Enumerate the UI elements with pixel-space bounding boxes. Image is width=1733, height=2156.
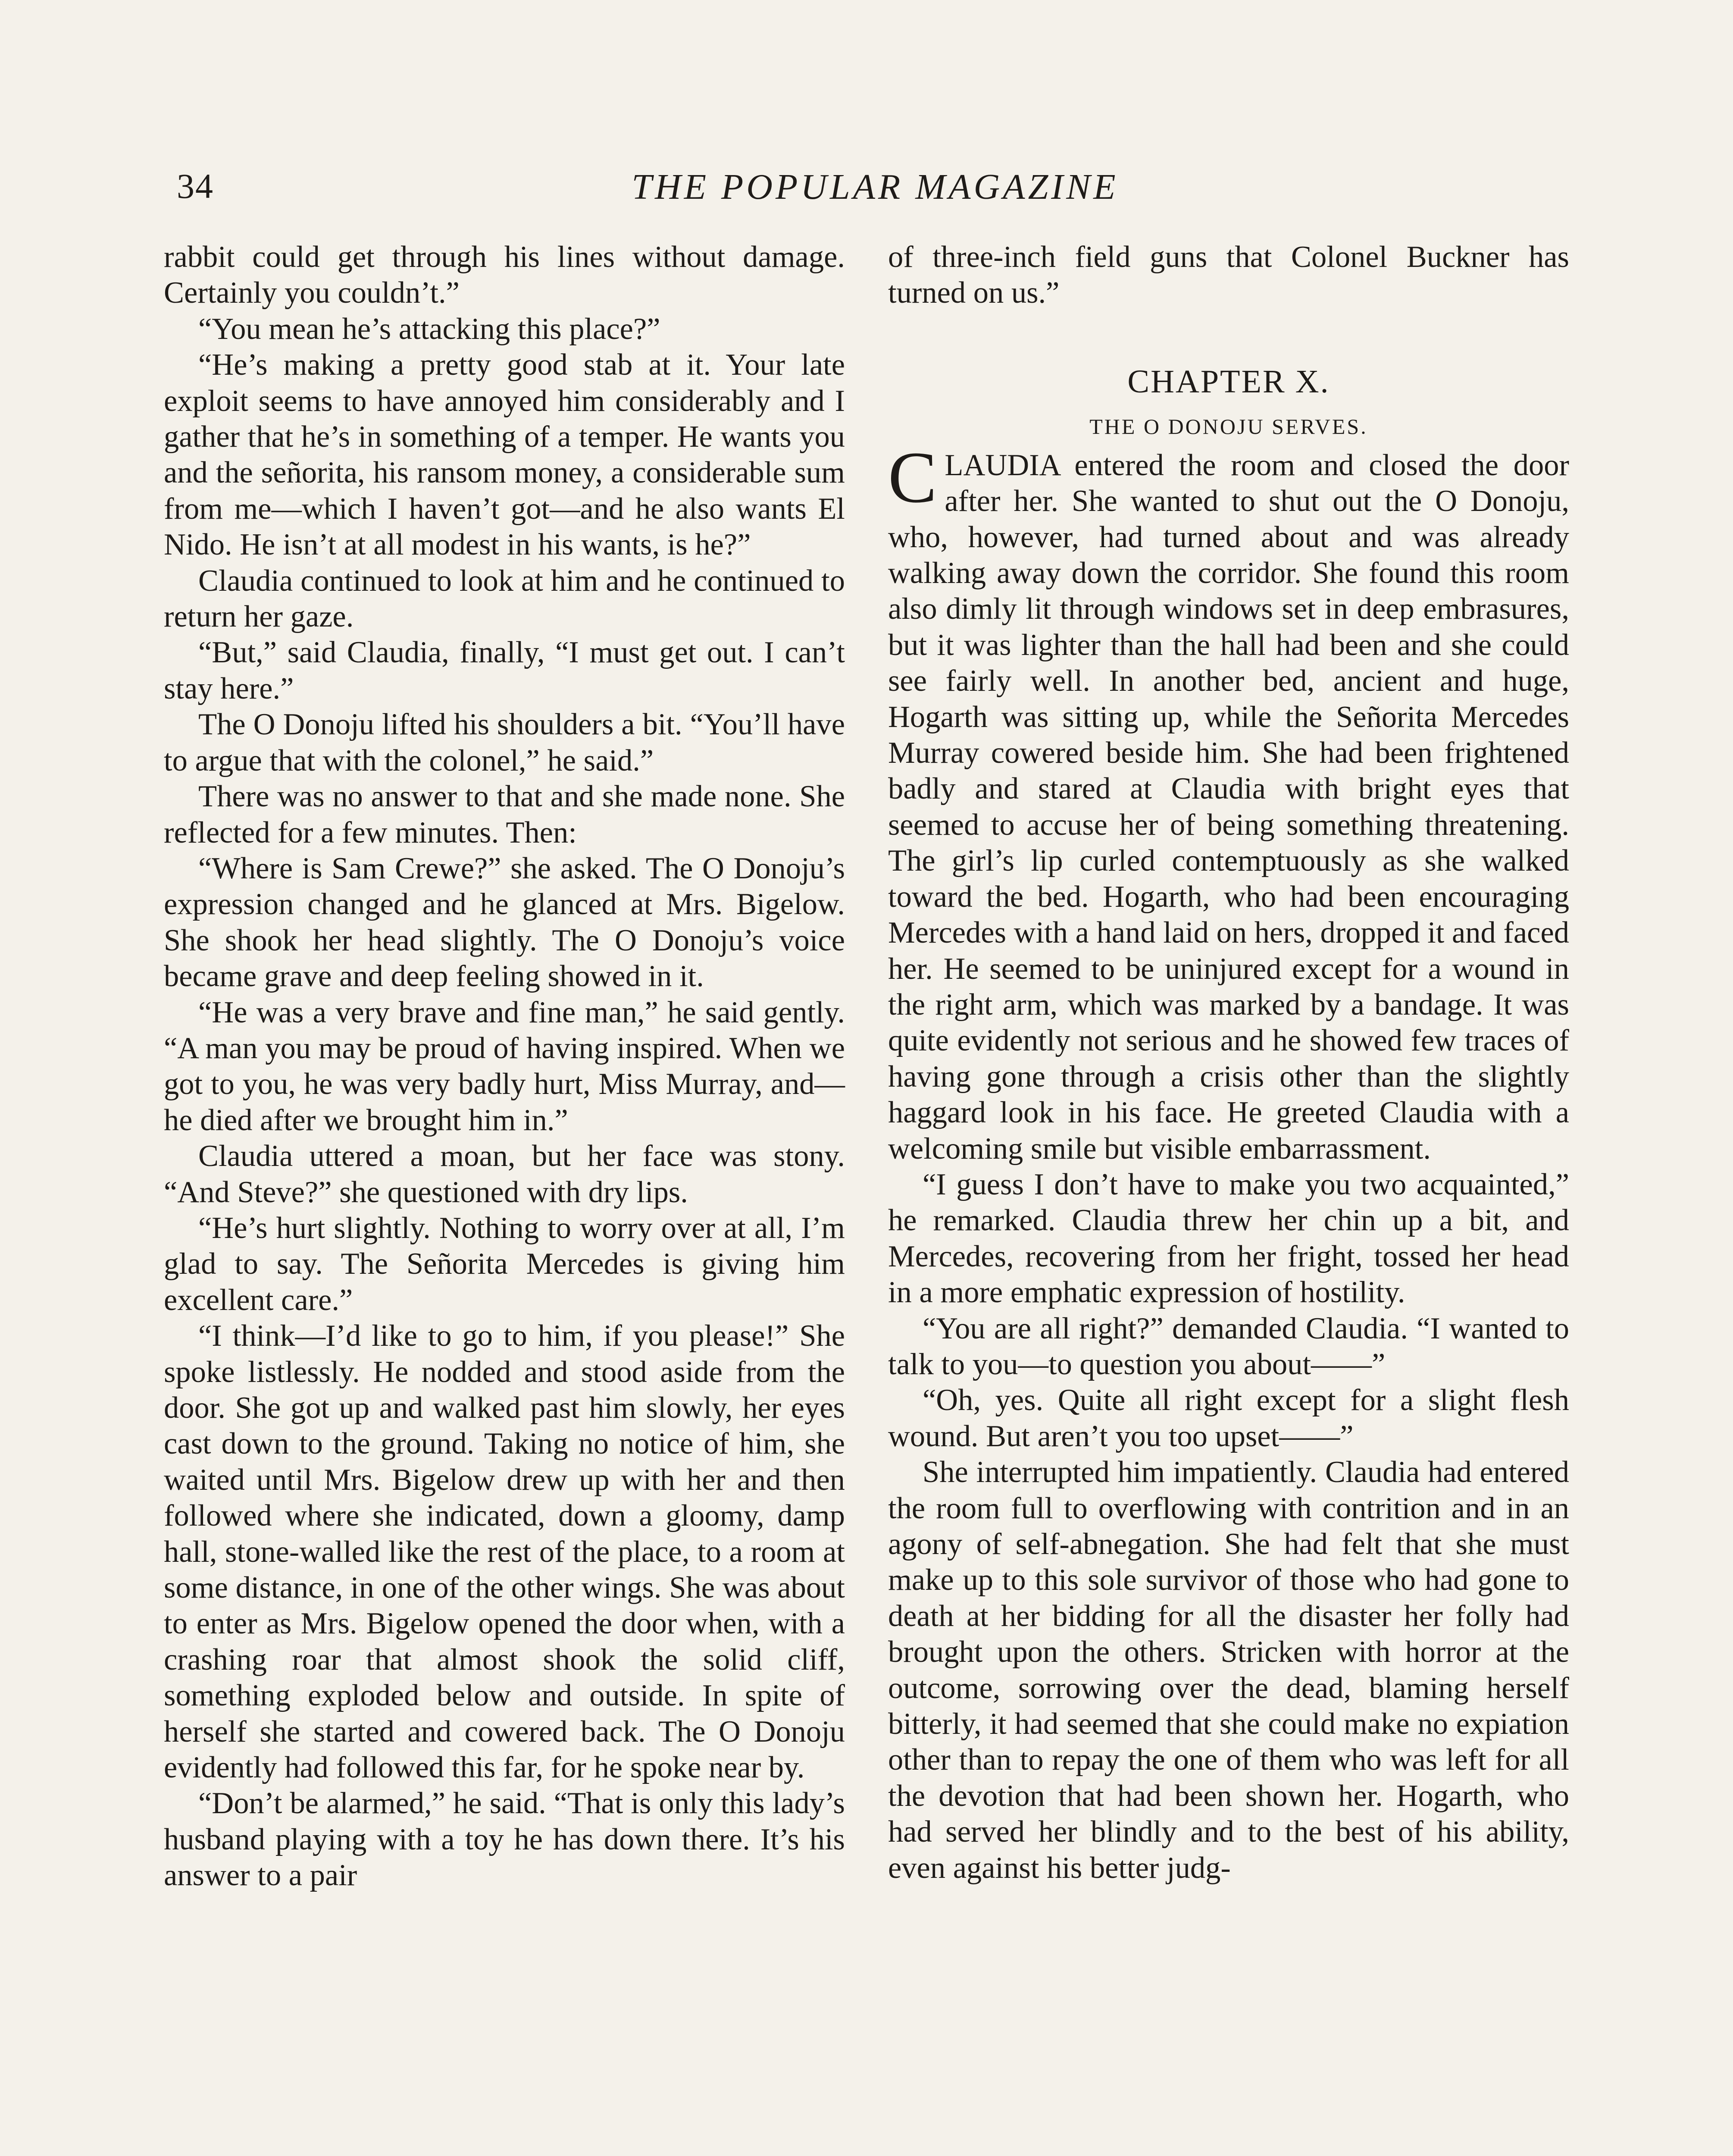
paragraph: “Oh, yes. Quite all right except for a slight flesh wound. But aren’t you too upset——” bbox=[888, 1383, 1569, 1453]
paragraph: “You mean he’s attacking this place?” bbox=[198, 312, 660, 346]
paragraph-text: LAUDIA entered the room and closed the door after her. She wanted to shut out the O Donoju, who, however, had turned about and was already walking away down the corridor. She found this room also dimly lit through windows set in deep embrasures, but it was lighter than the hall had been and she could see fairly well. In another bed, ancient and huge, Hogarth was sitting up, while the Señorita Mercedes Murray cowered beside him. She had been frightened badly and stared at Claudia with bright eyes that seemed to accuse her of being something threatening. The girl’s lip curled contemptuously as she walked toward the bed. Hogarth, who had been encouraging Mercedes with a hand laid on hers, dropped it and faced her. He seemed to be uninjured except for a wound in the right arm, which was marked by a bandage. It was quite evidently not serious and he showed few traces of having gone through a crisis other than the slightly haggard look in his face. He greeted Claudia with a welcoming smile but visible embarrassment. bbox=[888, 448, 1569, 1166]
paragraph: “He’s making a pretty good stab at it. Your late exploit seems to have annoyed him considerably and I gather that he’s in something of a temper. He wants you and the señorita, his ransom money, a considerable sum from me—which I haven’t got—and he also wants El Nido. He isn’t at all modest in his wants, is he?” bbox=[164, 348, 845, 562]
paragraph: rabbit could get through his lines without damage. Certainly you couldn’t.” bbox=[164, 240, 845, 310]
page-number: 34 bbox=[177, 166, 214, 206]
chapter-title: CHAPTER X. bbox=[1127, 363, 1330, 400]
paragraph: Claudia uttered a moan, but her face was stony. “And Steve?” she questioned with dry lips. bbox=[164, 1139, 845, 1209]
paragraph: “I think—I’d like to go to him, if you please!” She spoke listlessly. He nodded and stood aside from the door. She got up and walked past him slowly, her eyes cast down to the ground. Taking no notice of him, she waited until Mrs. Bigelow drew up with her and then followed where she indicated, down a gloomy, damp hall, stone-walled like the rest of the place, to a room at some distance, in one of the other wings. She was about to enter as Mrs. Bigelow opened the door when, with a crashing roar that almost shook the solid cliff, something exploded below and outside. In spite of herself she started and cowered back. The O Donoju evidently had followed this far, for he spoke near by. bbox=[164, 1319, 845, 1785]
paragraph: The O Donoju lifted his shoulders a bit. “You’ll have to argue that with the colonel,” he said.” bbox=[164, 708, 845, 777]
page-header bbox=[177, 166, 1573, 213]
paragraph: of three-inch field guns that Colonel Buckner has turned on us.” bbox=[888, 240, 1569, 310]
left-column bbox=[164, 239, 845, 1894]
paragraph: “I guess I don’t have to make you two acquainted,” he remarked. Claudia threw her chin up a bit, and Mercedes, recovering from her fright, tossed her head in a more emphatic expression of hostility. bbox=[888, 1167, 1569, 1310]
paragraph: “He was a very brave and fine man,” he said gently. “A man you may be proud of having inspired. When we got to you, he was very badly hurt, Miss Murray, and—he died after we brought him in.” bbox=[164, 995, 845, 1137]
paragraph: “You are all right?” demanded Claudia. “I wanted to talk to you—to question you about——” bbox=[888, 1311, 1569, 1381]
chapter-subtitle: THE O DONOJU SERVES. bbox=[1089, 414, 1368, 439]
magazine-title: THE POPULAR MAGAZINE bbox=[632, 167, 1119, 207]
paragraph: “But,” said Claudia, finally, “I must get out. I can’t stay here.” bbox=[164, 636, 845, 705]
paragraph: “Where is Sam Crewe?” she asked. The O Donoju’s expression changed and he glanced at Mrs. Bigelow. She shook her head slightly. The O Donoju’s voice became grave and deep feeling showed in it. bbox=[164, 851, 845, 993]
drop-cap: C bbox=[888, 436, 937, 518]
paragraph: “Don’t be alarmed,” he said. “That is only this lady’s husband playing with a toy he has down there. It’s his answer to a pair bbox=[164, 1786, 845, 1893]
paragraph: Claudia continued to look at him and he continued to return her gaze. bbox=[164, 564, 845, 634]
paragraph: She interrupted him impatiently. Claudia had entered the room full to overflowing with contrition and in an agony of self-abnegation. She had felt that she must make up to this sole survivor of those who had gone to death at her bidding for all the disaster her folly had brought upon the others. Stricken with horror at the outcome, sorrowing over the dead, blaming herself bitterly, it had seemed that she could make no expiation other than to repay the one of them who was left for all the devotion that had been shown her. Hogarth, who had served her blindly and to the best of his ability, even against his better judg- bbox=[888, 1455, 1569, 1885]
chapter-opening-paragraph bbox=[888, 436, 1569, 1167]
right-column bbox=[888, 239, 1569, 1886]
paragraph: There was no answer to that and she made none. She reflected for a few minutes. Then: bbox=[164, 780, 845, 849]
paragraph: “He’s hurt slightly. Nothing to worry over at all, I’m glad to say. The Señorita Mercedes is giving him excellent care.” bbox=[164, 1211, 845, 1317]
